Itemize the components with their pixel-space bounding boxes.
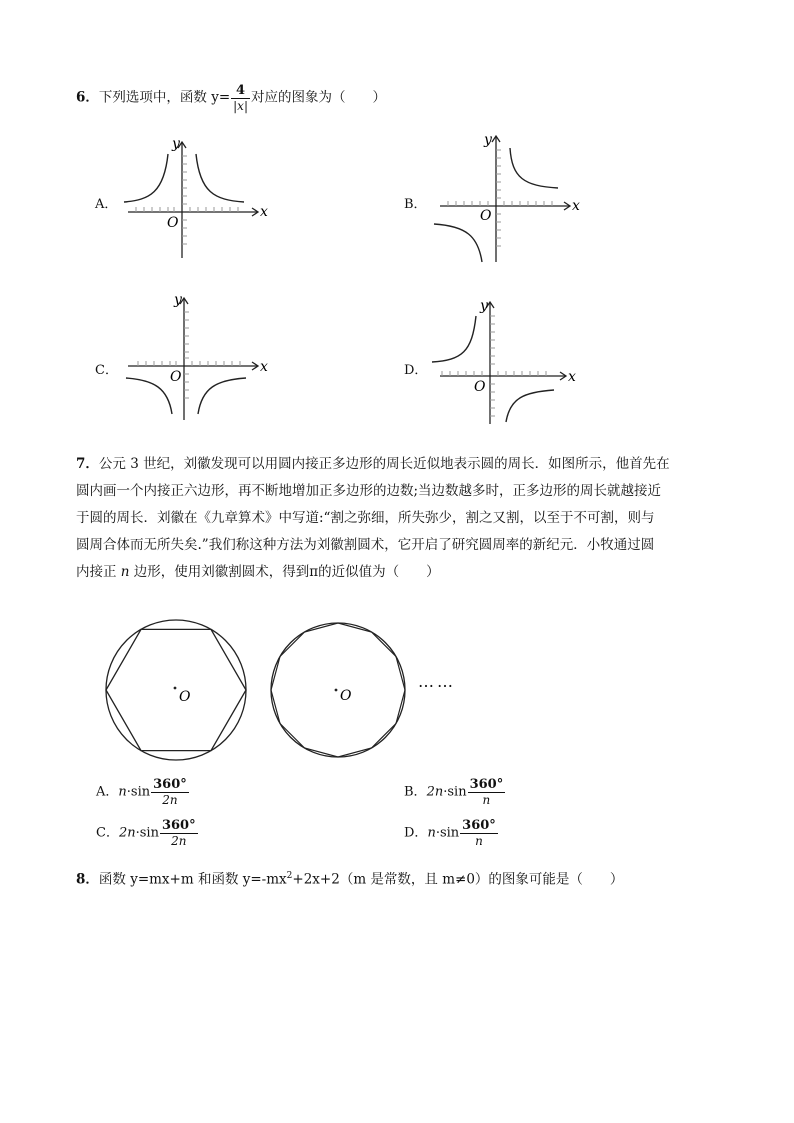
svg-text:x: x xyxy=(260,204,268,220)
question-7-stem: 7．公元 3 世纪，刘徽发现可以用圆内接正多边形的周长近似地表示圆的周长．如图所示，他首先在 圆内画一个内接正六边形，再不断地增加正多边形的边数;当边数越多时，正多边形的周长就越接近 于圆的周长．刘徽在《九章算术》中写道:“割之弥细，所失弥少，割之又割，以至于不可割，则与 圆周合体而无所失矣.”我们称这种方法为刘徽割圆术，它开启了研究圆周率的新纪元．小牧通过圆 内接正 n 边形，使用刘徽割圆术，得到π的近似值为（ ） xyxy=(76,456,670,580)
svg-text:O: O xyxy=(179,689,191,705)
svg-text:O: O xyxy=(474,379,486,395)
circle-hexagon-figure xyxy=(104,618,254,768)
q6-option-c-graph[interactable] xyxy=(112,292,282,422)
q6-option-a-label[interactable]: A． xyxy=(95,197,118,212)
svg-text:O: O xyxy=(170,369,182,385)
q6-fraction: $\frac{4}{|x|}$ xyxy=(233,83,248,113)
ellipsis: …… xyxy=(418,672,456,691)
q6-option-b-label[interactable]: B． xyxy=(404,197,427,212)
question-8-stem: 8．函数 y=mx+m 和函数 $y=-mx^2+2x+2(m$ 是常数，且 m≠0）的图象可能是（ ） xyxy=(76,871,624,888)
svg-text:O: O xyxy=(480,208,492,224)
q7-option-d[interactable]: D．n·sin $\frac{360^\circ}{n}$ xyxy=(404,818,496,848)
q6-option-a-graph[interactable] xyxy=(110,130,280,260)
svg-text:y: y xyxy=(172,136,180,152)
q7-option-c[interactable]: C．2n·sin $\frac{360^\circ}{2n}$ xyxy=(96,818,196,848)
q6-option-d-graph[interactable] xyxy=(420,296,590,426)
svg-text:x: x xyxy=(260,359,268,375)
q6-option-d-label[interactable]: D． xyxy=(404,363,428,378)
circle-dodecagon-figure xyxy=(270,620,410,765)
svg-text:x: x xyxy=(572,198,580,214)
svg-text:O: O xyxy=(340,688,352,704)
svg-text:y: y xyxy=(480,298,488,314)
svg-text:y: y xyxy=(484,132,492,148)
question-6-stem: 6．下列选项中，函数 y= $\frac{4}{|x|}$ 对应的图象为（ ） xyxy=(76,83,386,113)
svg-text:O: O xyxy=(167,215,179,231)
q6-option-c-label[interactable]: C． xyxy=(95,363,118,378)
svg-text:x: x xyxy=(568,369,576,385)
q7-option-a[interactable]: A．n·sin $\frac{360^\circ}{2n}$ xyxy=(96,777,187,807)
q6-option-b-graph[interactable] xyxy=(420,128,590,266)
svg-text:y: y xyxy=(174,292,182,308)
q7-option-b[interactable]: B．2n·sin $\frac{360^\circ}{n}$ xyxy=(404,777,504,807)
